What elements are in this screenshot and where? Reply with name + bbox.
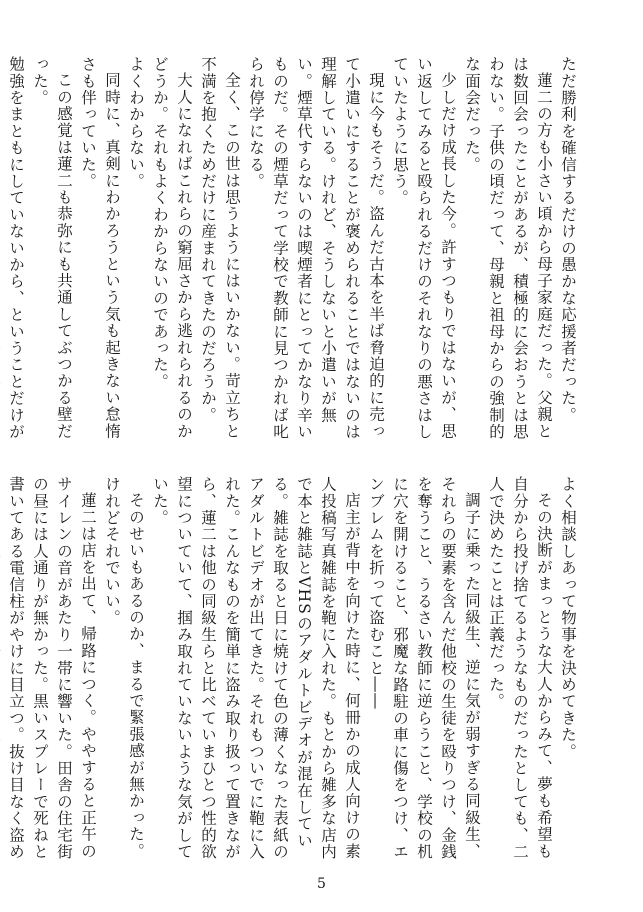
paragraph: 店主が背中を向けた時に、何冊かの成人向けの素人投稿写真雑誌を鞄に入れた。もとから雑多な店内で本と雑誌とVHSのアダルトビデオが混在している。雑誌を取ると日に焼けて色の薄くなった表紙のアダルトビデオが出てきた。それもついでに鞄に入れた。こんなものを簡単に盗み取り扱って置きながら、蓮二は他の同級生らと比べていまひとつ性的欲望についていて、掴み取れていないような気がしていた。 — [151, 476, 361, 861]
paragraph: その決断がまっとうな大人からみて、夢も希望も自分から投げ捨てるようなものだったとしても、二人で決めたことは正義だった。 — [487, 476, 553, 861]
bottom-text-block — [7, 476, 580, 868]
paragraph: よくわからない。 — [127, 56, 145, 190]
top-text-block — [7, 56, 580, 448]
paragraph: そのせいもあるのか、まるで緊張感が無かった。けれどそれでいい。 — [103, 476, 145, 859]
paragraph: 勉強をまともにしていないから、ということだけが — [7, 56, 25, 441]
paragraph: 全く、この世は思うようにはいかない。苛立ちと不満を抱くためだけに産まれてきたのだろうか。 — [199, 56, 241, 439]
paragraph: よく相談しあって物事を決めてきた。 — [559, 476, 577, 760]
paragraph: 現に今もそうだ。盗んだ古本を半ば脅迫的に売って小遣いにすることが褒められることではないのは理解している。けれど、そうしないと小遣いが無い。煙草代すらないのは喫煙者にとってかなり辛いものだ。その煙草だって学校で教師に見つかれば叱られ停学になる。 — [247, 56, 385, 441]
paragraph: この感覚は蓮二も恭弥にも共通してぶつかる壁だった。 — [31, 56, 73, 439]
paragraph: 同時に、真剣にわかろうという気も起きない怠惰さも伴っていた。 — [79, 56, 121, 439]
paragraph: ただ勝利を確信するだけの愚かな応援者だった。 — [559, 56, 577, 424]
paragraph: 少しだけ成長した今。許すつもりではないが、思い返してみると殴られるだけのそれなりの悪さはしていたように思う。 — [391, 56, 457, 441]
paragraph: 大人になればこれらの窮屈さから逃れられるのかどうか。それもよくわからないのであった。 — [151, 56, 193, 439]
paragraph: 蓮二は店を出て、帰路につく。ややすると正午のサイレンの音があたり一帯に響いた。田舎の住宅街の昼には人通りが無かった。黒いスプレーで死ねと書いてある電信柱がやけに目立つ。抜け目なく盗め — [7, 476, 97, 861]
page-number: 5 — [317, 876, 326, 892]
paragraph: 調子に乗った同級生、逆に気が弱すぎる同級生、それらの要素を含んだ他校の生徒を殴りつけ、金銭を奪うこと、うるさい教師に逆らうこと、学校の机に穴を開けること、邪魔な路駐の車に傷をつけ、エンブレムを折って盗むこと―― — [367, 476, 481, 861]
paragraph: 蓮二の方も小さい頃から母子家庭だった。父親とは数回会ったことがあるが、積極的に会おうとは思わない。子供の頃だって、母親と祖母からの強制的な面会だった。 — [463, 56, 553, 441]
